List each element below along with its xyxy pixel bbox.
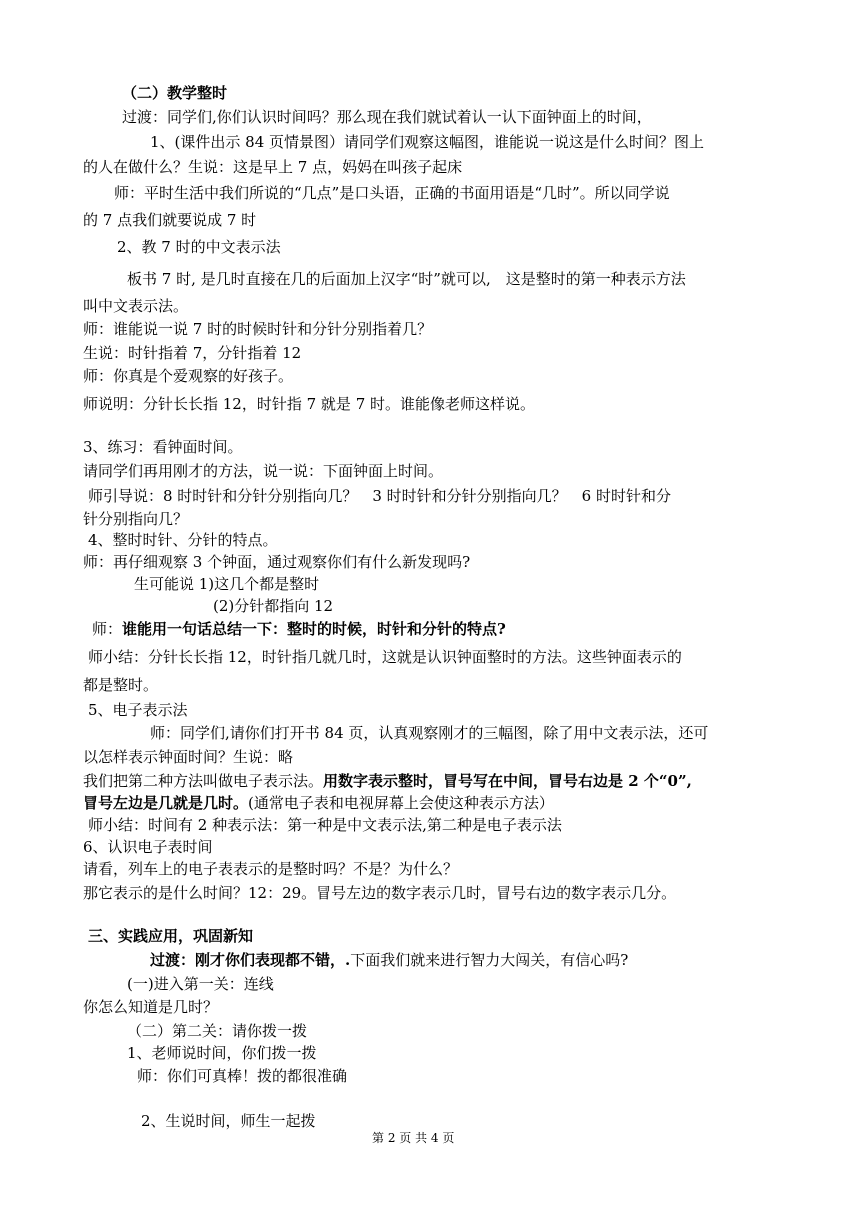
text-line (83, 793, 554, 813)
text-line (83, 394, 535, 414)
text-line (127, 1043, 317, 1063)
line-text: 针分别指向几？ (83, 510, 189, 528)
text-line (213, 596, 333, 616)
line-text: 师：再仔细观察 3 个钟面，通过观察你们有什么新发现吗? (83, 553, 471, 571)
text-line (134, 574, 319, 594)
text-line (83, 343, 301, 363)
text-line (122, 83, 227, 103)
text-line (92, 619, 506, 639)
line-text: 师小结：分针长长指 12，时针指几就几时，这就是认识钟面整时的方法。这些钟面表示的 (88, 648, 682, 666)
line-text: 你怎么知道是几时？ (83, 998, 219, 1016)
text-line (127, 269, 686, 289)
text-line (88, 815, 562, 835)
text-line (83, 366, 293, 386)
line-text: 师：你们可真棒！拨的都很准确 (137, 1067, 348, 1085)
line-text: 叫中文表示法。 (83, 297, 189, 315)
text-line (83, 859, 458, 879)
text-line (83, 837, 213, 857)
line-text: 师：平时生活中我们所说的“几点”是口头语，正确的书面用语是“几时”。所以同学说 (114, 184, 670, 202)
line-text: 3、练习：看钟面时间。 (83, 438, 243, 456)
line-text: 6、认识电子表时间 (83, 838, 213, 856)
text-line (83, 552, 470, 572)
text-line (114, 183, 670, 203)
text-line (88, 926, 253, 946)
text-line (83, 210, 256, 230)
line-text: 请同学们再用刚才的方法，说一说：下面钟面上时间。 (83, 462, 444, 480)
line-text: 1、老师说时间，你们拨一拨 (127, 1044, 317, 1062)
line-text: 师：谁能说一说 7 时的时候时针和分针分别指着几？ (83, 320, 433, 338)
line-text: 师：你真是个爱观察的好孩子。 (83, 367, 294, 385)
text-line (83, 747, 293, 767)
line-text-bold: 用数字表示整时，冒号写在中间，冒号右边是 2 个“0”, (323, 772, 692, 790)
line-text: 三、实践应用，巩固新知 (88, 927, 254, 945)
line-text: 过渡：刚才你们表现都不错，. (150, 951, 351, 969)
line-text: 都是整时。 (83, 676, 159, 694)
text-line (83, 296, 188, 316)
line-text: 2、生说时间，师生一起拨 (141, 1112, 316, 1130)
text-line (88, 486, 671, 506)
line-text: 的人在做什么？生说：这是早上 7 点，妈妈在叫孩子起床 (83, 158, 463, 176)
line-prefix: 师： (92, 620, 123, 638)
text-line (83, 675, 158, 695)
text-line (83, 771, 692, 791)
line-text: 生可能说 1)这几个都是整时 (134, 575, 320, 593)
text-line (83, 437, 243, 457)
line-text: (2)分针都指向 12 (213, 597, 334, 615)
line-text: 过渡：同学们,你们认识时间吗？那么现在我们就试着认一认下面钟面上的时间， (122, 108, 652, 126)
text-line (137, 1066, 347, 1086)
text-line (88, 647, 682, 667)
text-line (141, 1111, 316, 1131)
text-line (83, 319, 432, 339)
text-line (150, 723, 708, 743)
line-text: 师引导说：8 时时针和分针分别指向几？ 3 时时针和分针分别指向几？ 6 时时针和分 (88, 487, 671, 505)
line-text: （二）教学整时 (122, 84, 228, 102)
line-text: （二）第二关：请你拨一拨 (127, 1022, 308, 1040)
line-text: 4、整时时针、分针的特点。 (88, 531, 278, 549)
line-text: 师说明：分针长长指 12，时针指 7 就是 7 时。谁能像老师这样说。 (83, 395, 536, 413)
line-text-suffix: 下面我们就来进行智力大闯关，有信心吗? (350, 951, 629, 969)
text-line (127, 1021, 307, 1041)
text-line (150, 950, 628, 970)
line-text: (一)进入第一关：连线 (127, 975, 274, 993)
line-text: 请看，列车上的电子表表示的是整时吗？不是？为什么？ (83, 860, 459, 878)
line-text: 我们把第二种方法叫做电子表示法。 (83, 772, 324, 790)
text-line (127, 974, 274, 994)
line-text: 的 7 点我们就要说成 7 时 (83, 211, 257, 229)
text-line (88, 700, 188, 720)
line-text: 板书 7 时, 是几时直接在几的后面加上汉字“时”就可以, 这是整时的第一种表示方法 (127, 270, 686, 288)
line-text: 师：同学们,请你们打开书 84 页，认真观察刚才的三幅图，除了用中文表示法，还可 (150, 724, 709, 742)
text-line (83, 883, 676, 903)
text-line (83, 997, 218, 1017)
text-line (150, 132, 704, 152)
line-text: 以怎样表示钟面时间？生说：略 (83, 748, 294, 766)
line-text: 那它表示的是什么时间？12：29。冒号左边的数字表示几时，冒号右边的数字表示几分。 (83, 884, 677, 902)
line-text: 生说：时针指着 7，分针指着 12 (83, 344, 302, 362)
text-line (88, 530, 278, 550)
line-text-suffix: (通常电子表和电视屏幕上会使这种表示方法） (248, 794, 554, 812)
page-footer: 第 2 页 共 4 页 (372, 1131, 455, 1145)
line-text: 冒号左边是几就是几时。 (83, 794, 249, 812)
line-text: 2、教 7 时的中文表示法 (117, 238, 281, 256)
line-text: 谁能用一句话总结一下：整时的时候，时针和分针的特点? (122, 620, 506, 638)
text-line (122, 107, 652, 127)
line-text: 师小结：时间有 2 种表示法：第一种是中文表示法,第二种是电子表示法 (88, 816, 562, 834)
text-line (83, 157, 462, 177)
line-text: 5、电子表示法 (88, 701, 188, 719)
text-line (83, 461, 443, 481)
line-text: 1、(课件出示 84 页情景图）请同学们观察这幅图，谁能说一说这是什么时间？图上 (150, 133, 705, 151)
text-line (83, 509, 188, 529)
text-line (117, 237, 281, 257)
